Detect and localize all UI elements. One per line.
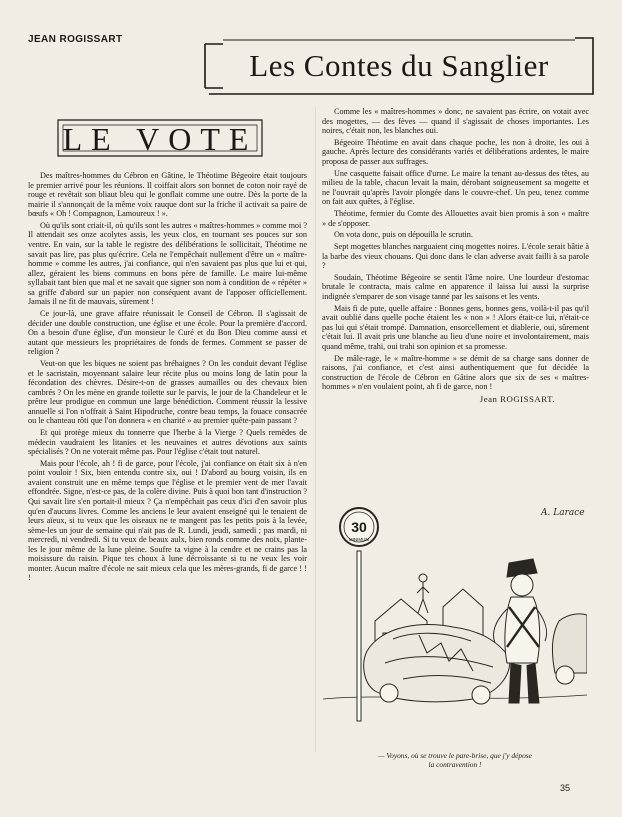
series-title: Les Contes du Sanglier bbox=[249, 48, 549, 83]
speed-sign-unit: MINIMUM bbox=[348, 537, 370, 542]
story-title: LE VOTE bbox=[62, 121, 258, 157]
author-header: JEAN ROGISSART bbox=[28, 34, 123, 45]
author-signature: Jean ROGISSART. bbox=[479, 393, 555, 404]
right-column bbox=[322, 107, 589, 404]
paragraph: Bégeoire Théotime en avait dans chaque poche, les non à droite, les oui à gauche. Après lecture des considérants variés et délibérations ardentes, le maire proposa de passer aux suffrages. bbox=[322, 137, 589, 166]
paragraph: Mais fi de pute, quelle affaire : Bonnes gens, bonnes gens, voilà-t-il pas qu'il avait oublié dans quelle poche étaient les « non » ! Alors était-ce lui, n'était-ce pas lui qui s'était trompé. Damnation, ensorcellement et diablerie, oui, sûrement c'était lui. Il avait pris une blanche au lieu d'une noire et involontairement, mais quand même, trahi, oui trahi son opinion et sa promesse. bbox=[322, 303, 589, 351]
page-number: 35 bbox=[560, 783, 571, 793]
left-column bbox=[28, 171, 307, 585]
cartoon-drawing bbox=[323, 503, 587, 739]
paragraph: Soudain, Théotime Bégeoire se sentit l'âme noire. Une lourdeur d'estomac brutale le contracta, mais calme en apparence il laissa lui aussi la surprise indignée s'emparer de son visage tanné par les saisons et les vents. bbox=[322, 272, 589, 301]
paragraph: Des maîtres-hommes du Cébron en Gâtine, le Théotime Bégeoire était toujours le premier arrivé pour les réunions. Il coiffait alors son bonnet de coton noir rayé de rouge et revêtait son bliaut bleu qui le gonflait comme une outre. Dès la porte de la mairie il s'annonçait de la même voix rauque dont sur la friche il activait sa paire de bœufs « Oh ! Compagnon, Lamoureux ! ». bbox=[28, 171, 307, 219]
caption-line: la contravention ! bbox=[428, 760, 482, 769]
series-banner bbox=[203, 36, 595, 96]
column-divider bbox=[315, 107, 316, 752]
paragraph: Où qu'ils sont criait-il, où qu'ils sont les autres « maîtres-hommes » comme moi ? Il attendait ses onze acolytes assis, les yeux clos, en tournant ses pouces sur son ventre. En vain, sur la table le registre des délibérations le sollicitait, Théotime ne savait pas lire, pas plus qu'écrire. Cela ne l'empêchait nullement d'être un « maître-homme » comme les autres, j'ai confiance, qui n'en savaient pas plus que lui et qui, allez, géraient les biens communs en bons père de famille. Le maire lui-même syllabait tant bien que mal et ne savait que signer son nom à condition de « répéter » sa griffe d'abord sur un papier non conséquent avant de l'apposer officiellement. Jamais il ne fit de mauvais, sûrement ! bbox=[28, 220, 307, 307]
paragraph: Veut-on que les biques ne soient pas bréhaignes ? On les conduit devant l'église et le sacristain, moyennant salaire leur récite plus ou moins long de latin pour la fécondation des chèvres. Désire-t-on de grasses aumailles ou des chevaux bien cambrés ? On les mène en grande toilette sur le parvis, le jour de la Chandeleur et le prêtre leur prodigue en commun une large bénédiction. Comment réussir la lessive annuelle si l'on n'offrait à Saint Hipodruche, contre beau temps, la fouace consacrée ou le chanteau rôti que l'on donnera « en charité » au premier quête-pain passant ? bbox=[28, 358, 307, 426]
paragraph: Comme les « maîtres-hommes » donc, ne savaient pas écrire, on votait avec des mogettes, — des fèves — quand il s'agissait de choses importantes. Les noires, c'était non, les blanches oui. bbox=[322, 107, 589, 136]
artist-signature: A. Larace bbox=[541, 508, 585, 518]
paragraph: De mâle-rage, le « maître-homme » se démit de sa charge sans donner de raisons, j'ai confiance, et c'est ainsi authentiquement que fut décidée la construction de l'école de Cébron en Gâtine alors que six de ses « maîtres-hommes » n'en voulaient point, ah fi de garce, non ! bbox=[322, 353, 589, 392]
paragraph: Théotime, fermier du Comte des Allouettes avait bien promis à son « maître » de s'opposer. bbox=[322, 209, 589, 228]
cartoon-caption bbox=[323, 751, 587, 769]
cartoon-illustration bbox=[323, 503, 587, 739]
paragraph: Mais pour l'école, ah ! fi de garce, pour l'école, j'ai confiance on était six à n'en point vouloir ! Six, bien entendu contre six, oui ! D'abord au bourg voisin, ils en avaient construit une en même temps que l'église et le premier vent de mer l'avait effondrée. Signe, n'est-ce pas, de la colère divine. Puis à quoi bon tant d'instruction ? Qui savait lire s'en portait-il mieux ? Ça n'empêchait pas ceux d'ici d'en savoir plus qu'en d'aucuns livres. Comme les anciens le leur avaient enseigné qui le tenaient de leurs aïeux, si tu veux que les oiseaux ne te mangent pas les petits pois à la levée, sème-les un jour de semaine qui n'ait pas de R. Lundi, jeudi, samedi ; pas mardi, ni mercredi, ni vendredi. Si tu veux de beaux aulx, bien ronds comme des noix, plante-les le jour même de la lune pleine. Soufre ta vigne à la cendre et ne crains pas la moisissure du raisin. Pique tes choux à lune décroissante si tu ne veux les voir monter. Aucun maître d'école ne sait mieux cela que les mères-grands, fi de garce ! ! ! bbox=[28, 458, 307, 583]
paragraph: Une casquette faisait office d'urne. Le maire la tenant au-dessus des têtes, au milieu de la table, chacun levait la main, dérobant soigneusement sa mogette et ne l'ouvrait qu'après l'avoir plongée dans le couvre-chef. Un peu, tenez comme on fait aux quêtes, à l'église. bbox=[322, 168, 589, 207]
paragraph: Ce jour-là, une grave affaire réunissait le Conseil de Cébron. Il s'agissait de décider une double construction, une église et une école. Pour la première d'accord. On a besoin d'une église, d'un monsieur le Curé et du Bon Dieu comme aussi et autant que messieurs les propriétaires de fonds de fermes. Comment se passer de religion ? bbox=[28, 309, 307, 357]
paragraph: Et qui protège mieux du tonnerre que l'herbe à la Vierge ? Quels remèdes de médecin vaudraient les litanies et les neuvaines et autres dévotions aux saints spécialisés ? On ne voterait même pas. Pour l'église c'était tout naturel. bbox=[28, 427, 307, 457]
paragraph: Sept mogettes blanches narguaient cinq mogettes noires. L'école serait bâtie à la barbe des vieux chouans. Qui donc dans le clan adverse avait failli à sa parole ? bbox=[322, 242, 589, 271]
speed-sign-value: 30 bbox=[351, 519, 367, 535]
caption-line: — Voyons, où se trouve le pare-brise, que j'y dépose bbox=[378, 751, 532, 760]
paragraph: On vota donc, puis on dépouilla le scrutin. bbox=[334, 230, 473, 240]
story-title-box bbox=[55, 117, 265, 159]
